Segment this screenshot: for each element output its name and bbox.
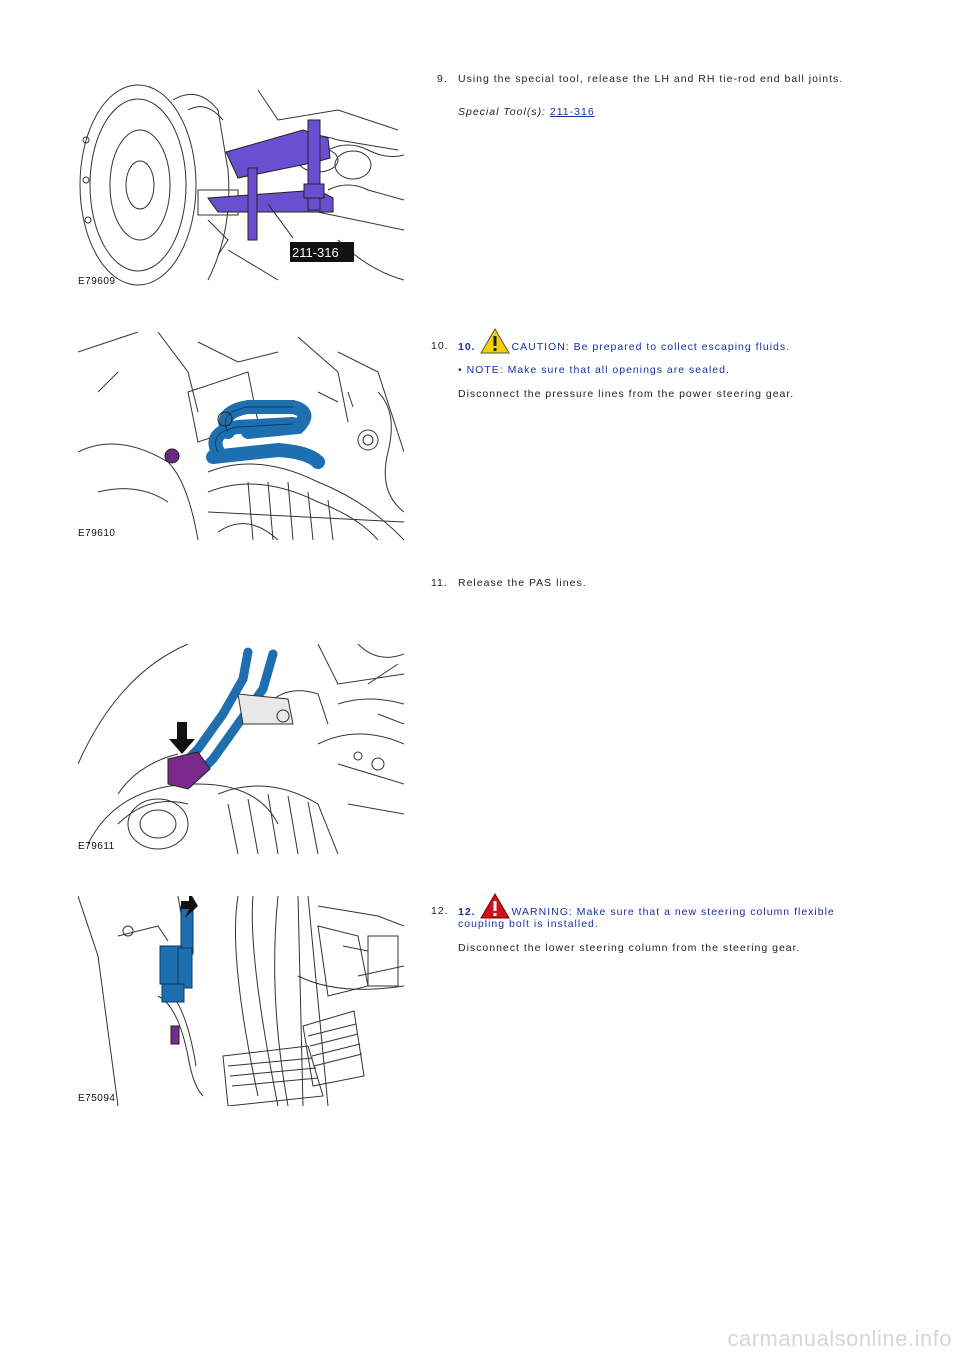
union-bolt-icon [165, 449, 179, 463]
pas-clamp-icon [168, 752, 210, 789]
step-12-number: 12. [431, 905, 449, 917]
step-11-text: Release the PAS lines. [458, 577, 587, 589]
step-12-warning [458, 893, 878, 919]
warning-triangle-icon [480, 893, 510, 919]
arrow-down-icon [169, 722, 195, 754]
step-10-caution-text: CAUTION: Be prepared to collect escaping fluids. [511, 341, 791, 353]
figure-e79611 [78, 644, 404, 854]
figure-e75094-label: E75094 [78, 1093, 116, 1104]
special-tools-label: Special Tool(s): [458, 106, 546, 118]
figure-e79609 [78, 80, 404, 288]
step-11-number: 11. [431, 577, 448, 589]
tie-rod-illustration [78, 80, 404, 288]
step-10-text: Disconnect the pressure lines from the power steering gear. [458, 388, 795, 400]
steering-column-illustration [78, 896, 404, 1106]
step-10-number: 10. [431, 340, 449, 352]
figure-e75094 [78, 896, 404, 1106]
step-12-warning-cont: coupling bolt is installed. [458, 918, 599, 930]
step-10-note: • NOTE: Make sure that all openings are sealed. [458, 364, 730, 376]
step-9-number: 9. [437, 73, 448, 85]
figure-e79610-label: E79610 [78, 528, 116, 539]
pressure-lines-illustration [78, 332, 404, 540]
steering-coupling [160, 906, 193, 1002]
tool-callout-label: 211-316 [292, 245, 339, 260]
pas-lines-illustration [78, 644, 404, 854]
figure-e79611-label: E79611 [78, 841, 115, 852]
figure-e79609-label: E79609 [78, 276, 116, 287]
step-10-caution [458, 328, 878, 354]
special-tool-link-211-316[interactable]: 211-316 [549, 106, 595, 118]
step-10-bold-number: 10. [458, 341, 476, 353]
step-12-text: Disconnect the lower steering column from the steering gear. [458, 942, 801, 954]
step-9-special-tools [458, 106, 878, 119]
watermark: carmanualsonline.info [727, 1326, 952, 1351]
step-9-text: Using the special tool, release the LH and RH tie-rod end ball joints. [458, 73, 844, 85]
coupling-bolt-icon [171, 1026, 179, 1044]
step-12-warning-text: WARNING: Make sure that a new steering column flexible [511, 906, 835, 918]
caution-triangle-icon [480, 328, 510, 354]
figure-e79610 [78, 332, 404, 540]
step-12-bold-number: 12. [458, 906, 476, 918]
